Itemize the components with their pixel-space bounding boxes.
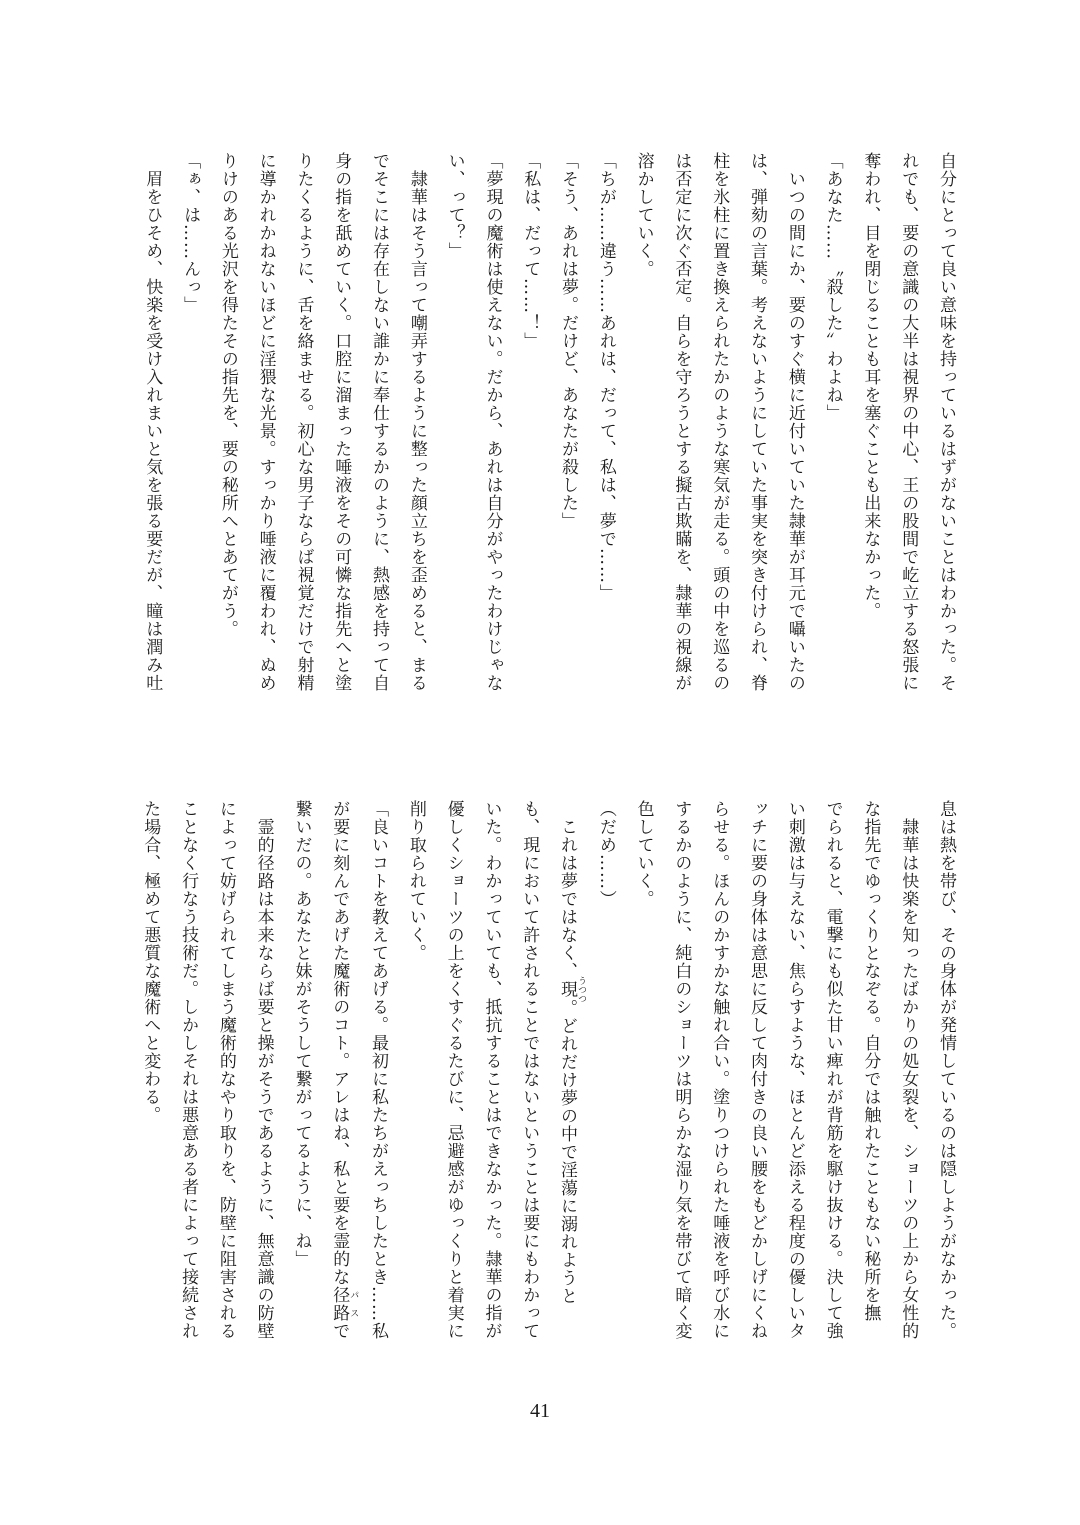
ruby-annotated-word xyxy=(557,976,587,1003)
text-segment: も、現において許されることではないということは要にもわかって xyxy=(519,800,540,1340)
text-segment: た場合、極めて悪質な魔術へと変わる。 xyxy=(140,800,161,1124)
text-line xyxy=(813,800,851,1375)
text-segment: らせる。ほんのかすかな触れ合い。塗りつけられた唾液を呼び水に xyxy=(709,800,730,1340)
text-segment: に導かれかねないほどに淫猥な光景。すっかり唾液に覆われ、ぬめ xyxy=(255,152,276,692)
text-line xyxy=(775,800,813,1375)
text-line xyxy=(358,800,396,1375)
text-line xyxy=(130,800,168,1375)
text-segment: するかのように、純白のショーツは明らかな湿り気を帯びて暗く変 xyxy=(671,800,692,1340)
ruby-base: 現 xyxy=(557,976,578,1003)
text-segment: これは夢ではなく、 xyxy=(557,800,578,980)
text-line xyxy=(208,152,246,727)
ruby-base: 径路 xyxy=(329,1286,350,1322)
text-line xyxy=(168,800,206,1375)
text-line xyxy=(662,800,700,1375)
text-line xyxy=(206,800,244,1375)
text-line xyxy=(926,152,964,727)
text-segment: りたくるように、舌を絡ませる。初心な男子ならば視覚だけで射精 xyxy=(293,152,314,692)
text-segment: は、弾劾の言葉。考えないようにしていた事実を突き付けられ、脊 xyxy=(747,152,768,692)
text-segment: いつの間にか、要のすぐ横に近付いていた隷華が耳元で囁いたの xyxy=(784,152,805,692)
text-segment: りけのある光沢を得たその指先を、要の秘所へとあてがう。 xyxy=(217,152,238,638)
page-number: 41 xyxy=(530,1400,550,1422)
text-segment: 隷華はそう言って嘲弄するように整った顔立ちを歪めると、まる xyxy=(406,152,427,692)
text-segment: な指先でゆっくりとなぞる。自分では触れたこともない秘所を撫 xyxy=(860,800,881,1322)
text-segment: 自分にとって良い意味を持っているはずがないことはわかった。そ xyxy=(936,152,956,692)
text-segment: 柱を氷柱に置き換えられたかのような寒気が走る。頭の中を巡るの xyxy=(709,152,730,692)
text-line xyxy=(624,800,662,1375)
text-line xyxy=(473,152,511,727)
text-line xyxy=(244,800,282,1375)
text-segment: によって妨げられてしまう魔術的なやり取りを、防壁に阻害される xyxy=(215,800,236,1340)
text-segment: 溶かしていく。 xyxy=(633,152,654,278)
text-segment: 「ぁ、は……んっ」 xyxy=(180,152,201,314)
text-segment: れでも、要の意識の大半は視界の中心、王の股間で屹立する怒張に xyxy=(898,152,919,692)
text-line xyxy=(509,800,547,1375)
text-line xyxy=(888,800,926,1375)
text-line xyxy=(888,152,926,727)
text-segment: 眉をひそめ、快楽を受け入れまいと気を張る要だが、瞳は潤み吐 xyxy=(142,152,163,692)
text-line xyxy=(586,152,624,727)
text-segment: 「ちが……違う……あれは、だって、私は、夢で……」 xyxy=(595,152,616,602)
text-line xyxy=(662,152,700,727)
text-segment: 「そう、あれは夢。だけど、あなたが殺した」 xyxy=(558,152,579,530)
text-segment: ことなく行なう技術だ。しかしそれは悪意ある者によって接続され xyxy=(178,800,199,1340)
text-line xyxy=(321,152,359,727)
text-segment: は否定に次ぐ否定。自らを守ろうとする擬古欺瞞を、隷華の視線が xyxy=(671,152,692,692)
text-segment: 。どれだけ夢の中で淫蕩に溺れようと xyxy=(557,999,578,1305)
text-line xyxy=(472,800,510,1375)
text-line xyxy=(737,152,775,727)
text-segment: 優しくショーツの上をくすぐるたびに、忌避感がゆっくりと着実に xyxy=(443,800,464,1340)
text-block-top xyxy=(132,152,964,727)
text-line xyxy=(851,800,889,1375)
text-line xyxy=(284,152,322,727)
text-line xyxy=(319,800,358,1375)
text-segment: 削り取られていく。 xyxy=(405,800,426,962)
text-line xyxy=(132,152,170,727)
text-block-bottom xyxy=(132,800,964,1375)
text-line xyxy=(737,800,775,1375)
text-segment: 「私は、だって……！」 xyxy=(520,152,541,350)
text-line xyxy=(435,152,473,727)
text-line xyxy=(396,800,434,1375)
ruby-reading: パス xyxy=(348,1286,359,1322)
text-segment: 隷華は快楽を知ったばかりの処女裂を、ショーツの上から女性的 xyxy=(898,800,919,1340)
text-line xyxy=(170,152,208,727)
text-segment: が要に刻んであげた魔術のコト。アレはね、私と要を霊的な xyxy=(329,800,350,1286)
text-line xyxy=(282,800,320,1375)
text-segment: ッチに要の身体は意思に反して肉付きの良い腰をもどかしげにくね xyxy=(747,800,768,1340)
text-segment: 「良いコトを教えてあげる。最初に私たちがえっちしたとき……私 xyxy=(368,800,389,1340)
text-line xyxy=(851,152,889,727)
text-segment: 色していく。 xyxy=(633,800,654,908)
text-segment: （だめ……） xyxy=(595,800,616,908)
text-segment: 奪われ、目を閉じることも耳を塞ぐことも出来なかった。 xyxy=(860,152,881,620)
text-line xyxy=(246,152,284,727)
text-segment: 霊的径路は本来ならば要と操がそうであるように、無意識の防壁 xyxy=(253,800,274,1340)
text-line xyxy=(434,800,472,1375)
text-line xyxy=(813,152,851,727)
text-line xyxy=(547,800,586,1375)
text-line xyxy=(699,152,737,727)
text-line xyxy=(624,152,662,727)
text-line xyxy=(397,152,435,727)
text-segment: でられると、電撃にも似た甘い痺れが背筋を駆け抜ける。決して強 xyxy=(822,800,843,1340)
text-line xyxy=(926,800,964,1375)
text-line xyxy=(775,152,813,727)
text-line xyxy=(548,152,586,727)
text-segment: い、って？」 xyxy=(444,152,465,260)
ruby-annotated-word xyxy=(329,1286,359,1322)
text-line xyxy=(699,800,737,1375)
text-segment: いた。わかっていても、抵抗することはできなかった。隷華の指が xyxy=(481,800,502,1340)
text-segment: 「夢現の魔術は使えない。だから、あれは自分がやったわけじゃな xyxy=(482,152,503,692)
text-segment: 身の指を舐めていく。口腔に溜まった唾液をその可憐な指先へと塗 xyxy=(331,152,352,692)
text-line xyxy=(359,152,397,727)
text-segment: で xyxy=(329,1322,350,1340)
text-segment: でそこには存在しない誰かに奉仕するかのように、熱感を持って自 xyxy=(369,152,390,692)
text-segment: 「あなた……〝殺した〟わよね」 xyxy=(822,152,843,422)
text-line xyxy=(510,152,548,727)
text-segment: 息は熱を帯び、その身体が発情しているのは隠しようがなかった。 xyxy=(936,800,956,1340)
text-line xyxy=(586,800,624,1375)
text-segment: い刺激は与えない、焦らすような、ほとんど添える程度の優しいタ xyxy=(784,800,805,1340)
text-segment: 繋いだの。あなたと妹がそうして繋がってるように、ね」 xyxy=(291,800,312,1268)
ruby-reading: うつつ xyxy=(576,976,587,1003)
